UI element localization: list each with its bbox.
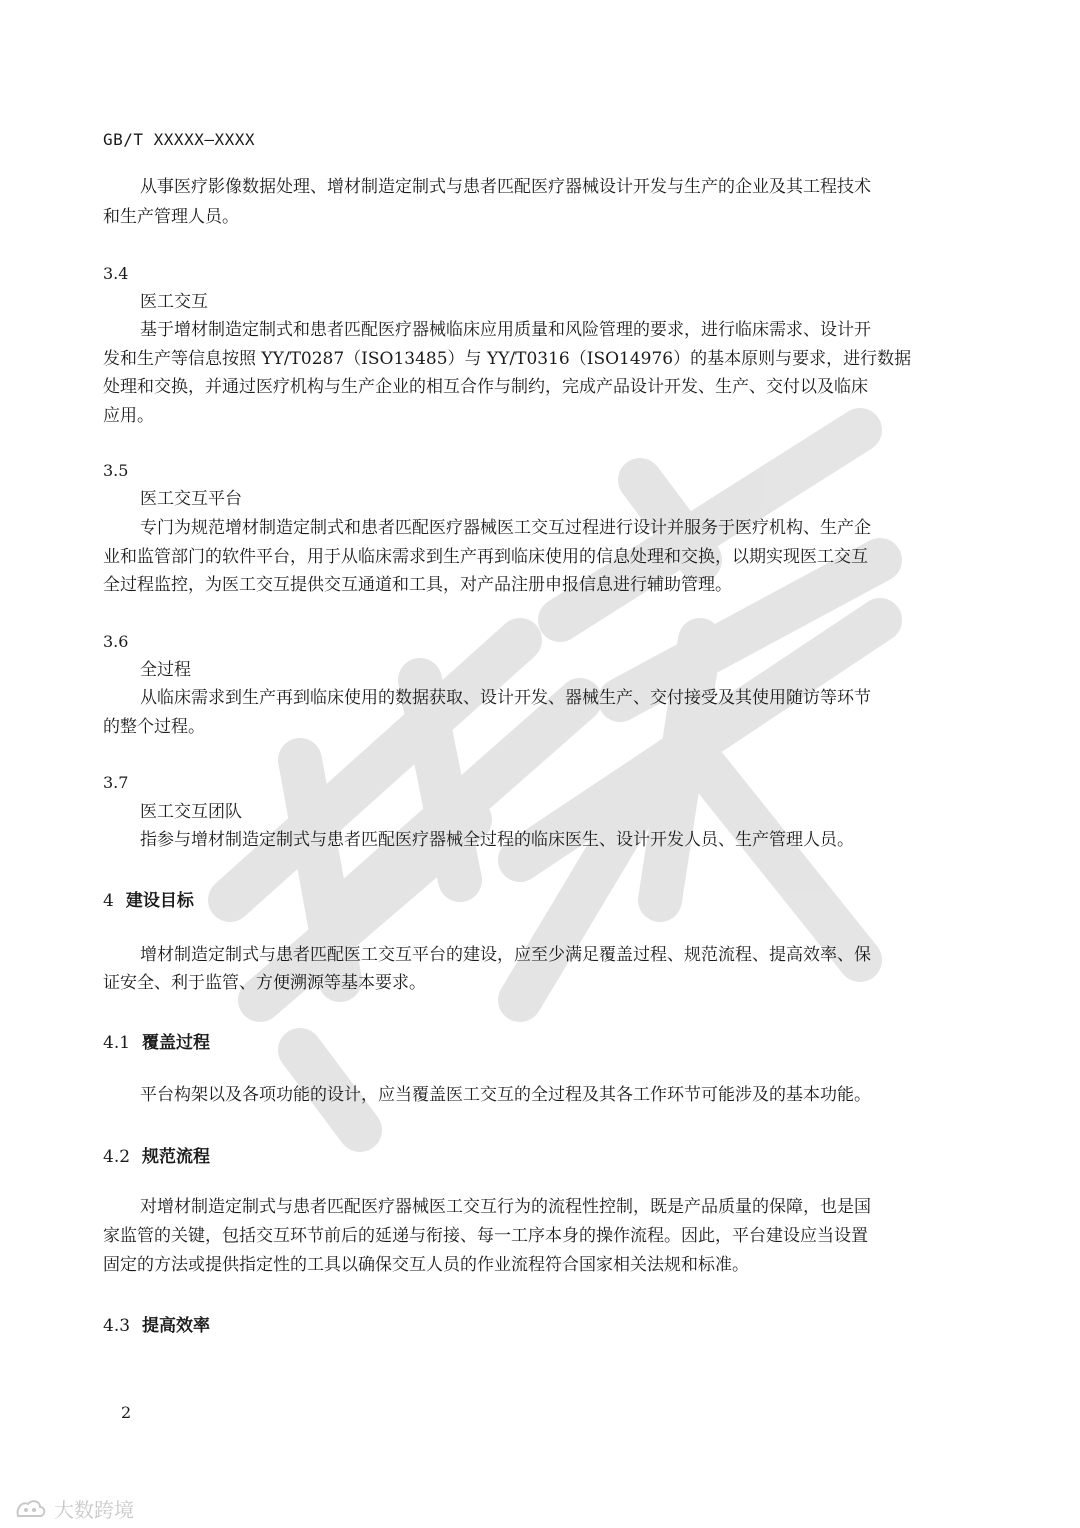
section-title: 覆盖过程 [142,1033,211,1053]
section-number: 4 [103,891,114,911]
paragraph-line: 对增材制造定制式与患者匹配医疗器械医工交互行为的流程性控制，既是产品质量的保障，也是国 [140,1197,871,1217]
clause-number: 3.6 [103,632,129,651]
paragraph-line: 全过程监控，为医工交互提供交互通道和工具，对产品注册申报信息进行辅助管理。 [103,575,732,595]
section-number: 4.3 [103,1316,131,1336]
paragraph-line: 从事医疗影像数据处理、增材制造定制式与患者匹配医疗器械设计开发与生产的企业及其工程技术 [140,177,871,197]
paragraph-line: 家监管的关键，包括交互环节前后的延递与衔接、每一工序本身的操作流程。因此，平台建设应当设置 [103,1226,868,1246]
paragraph-line: 专门为规范增材制造定制式和患者匹配医疗器械医工交互过程进行设计并服务于医疗机构、生产企 [140,518,871,538]
clause-number: 3.5 [103,461,129,480]
term-title: 全过程 [140,660,191,680]
term-title: 医工交互 [140,292,208,312]
term-title: 医工交互团队 [140,802,242,822]
brand-text: 大数跨境 [54,1498,134,1522]
clause-number: 3.7 [103,773,129,792]
paragraph-line: 的整个过程。 [103,717,205,737]
paragraph-line: 应用。 [103,406,154,426]
section-number: 4.2 [103,1147,131,1167]
clause-number: 3.4 [103,264,129,283]
paragraph-line: 平台构架以及各项功能的设计，应当覆盖医工交互的全过程及其各工作环节可能涉及的基本功能。 [140,1085,871,1105]
paragraph-line: 证安全、利于监管、方便溯源等基本要求。 [103,973,426,993]
section-title: 规范流程 [142,1147,211,1167]
page-number: 2 [121,1403,132,1422]
section-title: 建设目标 [125,891,194,911]
section-heading [103,886,194,911]
section-number: 4.1 [103,1033,131,1053]
paragraph-line: 指参与增材制造定制式与患者匹配医疗器械全过程的临床医生、设计开发人员、生产管理人员。 [140,830,854,850]
section-title: 提高效率 [142,1316,211,1336]
standard-code: GB/T XXXXX—XXXX [103,130,255,149]
section-heading [103,1311,210,1336]
paragraph-line: 处理和交换，并通过医疗机构与生产企业的相互合作与制约，完成产品设计开发、生产、交付以及临床 [103,377,868,397]
brand-logo-icon [14,1498,48,1520]
section-heading [103,1028,210,1053]
paragraph-line: 增材制造定制式与患者匹配医工交互平台的建设，应至少满足覆盖过程、规范流程、提高效率、保 [140,945,871,965]
paragraph-line: 基于增材制造定制式和患者匹配医疗器械临床应用质量和风险管理的要求，进行临床需求、设计开 [140,320,871,340]
brand-watermark [14,1494,134,1523]
paragraph-line: 和生产管理人员。 [103,207,239,227]
section-heading [103,1142,210,1167]
paragraph-line: 固定的方法或提供指定性的工具以确保交互人员的作业流程符合国家相关法规和标准。 [103,1255,749,1275]
paragraph-line: 发和生产等信息按照 YY/T0287（ISO13485）与 YY/T0316（ISO14976）的基本原则与要求，进行数据 [103,349,912,369]
paragraph-line: 从临床需求到生产再到临床使用的数据获取、设计开发、器械生产、交付接受及其使用随访等环节 [140,688,871,708]
paragraph-line: 业和监管部门的软件平台，用于从临床需求到生产再到临床使用的信息处理和交换，以期实现医工交互 [103,547,868,567]
term-title: 医工交互平台 [140,489,242,509]
